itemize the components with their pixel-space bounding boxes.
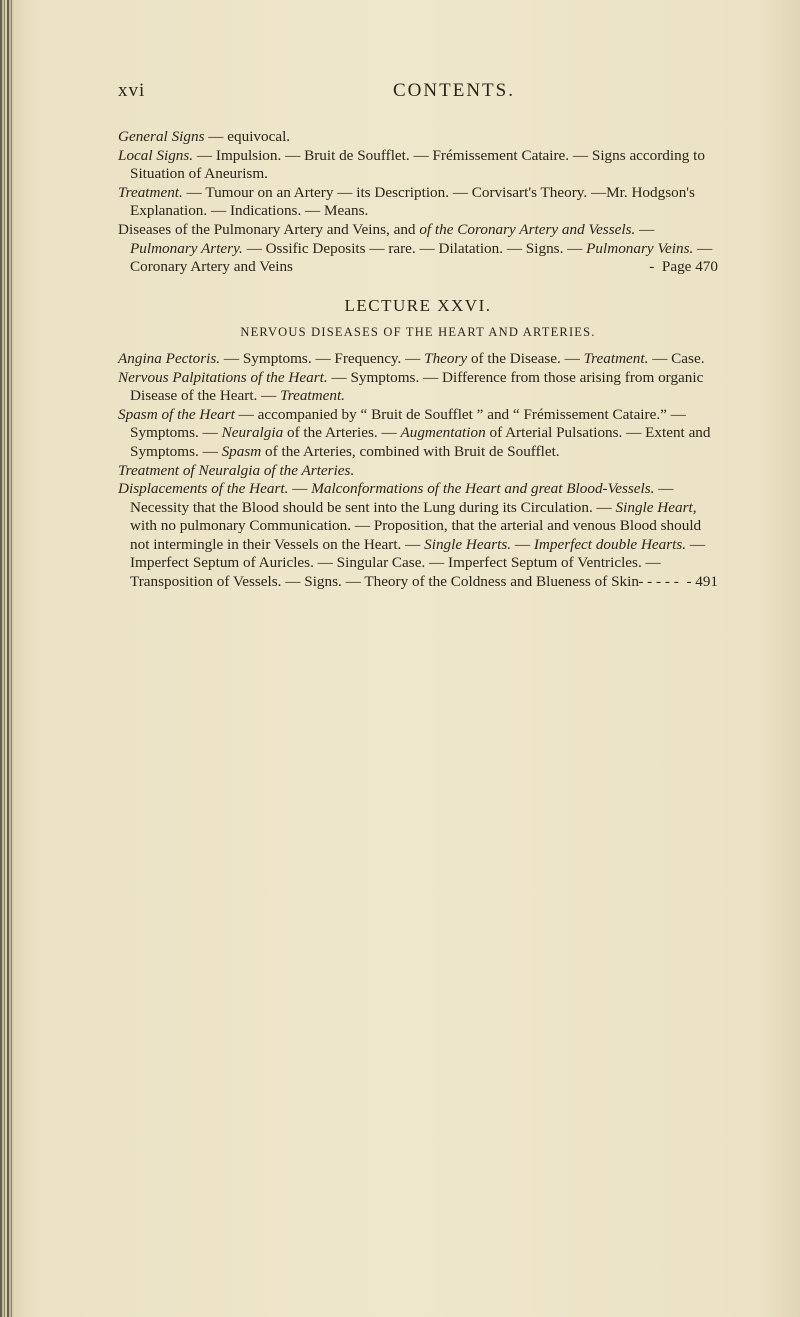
entry-heading: General Signs: [118, 128, 205, 145]
entry-heading: Spasm of the Heart: [118, 405, 235, 423]
entry-text: — accompanied by “ Bruit de Soufflet ” and “ Frémissement Cataire.” — Symptoms. —: [130, 405, 686, 442]
entry-heading: Nervous Palpitations of the Heart.: [118, 368, 328, 386]
entry-treatment-neuralgia: [118, 462, 718, 481]
entry-italic: Treatment.: [583, 349, 649, 367]
entry-italic: Theory: [424, 349, 468, 367]
entry-local-signs: [118, 147, 718, 184]
entry-text: —: [511, 535, 534, 553]
entry-text: of Arterial Pulsations. — Extent and Symptoms. —: [130, 424, 711, 460]
page-number: Page 470: [661, 258, 718, 276]
entry-text: of the Arteries. —: [283, 424, 401, 442]
entry-italic: Single Hearts.: [424, 535, 512, 553]
entry-text: of the Disease. —: [467, 349, 584, 367]
entry-text: of the Arteries, combined with Bruit de Soufflet.: [261, 442, 560, 460]
entry-pulmonary-diseases: [118, 221, 718, 277]
entry-text: — Tumour on an Artery — its Description. — Corvisart's Theory. —Mr. Hodgson's Explanation. — Indications. — Means.: [130, 183, 695, 220]
entry-text: — Impulsion. — Bruit de Soufflet. — Frémissement Cataire. — Signs according to Situation of Aneurism.: [130, 146, 705, 183]
entry-heading: Displacements of the Heart.: [118, 480, 289, 498]
page-header: [118, 80, 718, 110]
entry-italic: Single Heart,: [615, 498, 697, 516]
entry-heading: Local Signs.: [118, 146, 194, 164]
entry-text: —: [288, 480, 312, 498]
lecture-subtitle: NERVOUS DISEASES OF THE HEART AND ARTERIES.: [240, 325, 596, 340]
leader-dash: -: [649, 258, 655, 276]
entry-text: — Imperfect Septum of Auricles. — Singular Case. — Imperfect Septum of Ventricles. — Transposition of Vessels. — Signs. — Theory of the Coldness and Blueness of Skin: [130, 535, 706, 591]
entry-text: with no pulmonary Communication. — Proposition, that the arterial and venous Blood should not intermingle in their Vessels on the Heart. —: [130, 517, 702, 553]
leader-dashes: - - - - -: [638, 573, 679, 591]
entry-heading: Treatment.: [118, 183, 183, 201]
entry-text: —: [635, 220, 655, 238]
page-reference: - - - - - - 491: [638, 573, 718, 591]
entry-angina: [118, 350, 718, 369]
entry-text: — Case.: [648, 349, 705, 367]
entry-italic: Treatment.: [280, 387, 345, 405]
entry-treatment: [118, 184, 718, 221]
entry-italic: Pulmonary Artery.: [130, 239, 243, 257]
entry-italic: Malconformations of the Heart and great Blood-Vessels.: [311, 480, 655, 498]
entry-text: Diseases of the Pulmonary Artery and Veins, and: [118, 220, 420, 238]
entry-text: — Symptoms. — Difference from those arising from organic Disease of the Heart. —: [130, 368, 704, 405]
entry-heading: Treatment of Neuralgia of the Arteries.: [118, 461, 355, 479]
page-binding-edge: [0, 0, 14, 1317]
entry-italic: Spasm: [221, 442, 262, 460]
running-head: CONTENTS.: [393, 80, 515, 101]
entry-italic: Pulmonary Veins.: [586, 239, 694, 257]
entry-text: — Coronary Artery and Veins: [130, 239, 713, 276]
page-number: 491: [695, 573, 718, 591]
entry-spasm: [118, 406, 718, 462]
entry-text: — Symptoms. — Frequency. —: [220, 349, 425, 367]
entry-italic: Imperfect double Hearts.: [533, 535, 687, 553]
entry-palpitations: [118, 369, 718, 406]
page-reference: [649, 258, 718, 277]
entry-text: — equivocal.: [204, 128, 291, 145]
entry-text: — Necessity that the Blood should be sent into the Lung during its Circulation. —: [130, 480, 674, 516]
contents-body: [118, 128, 718, 592]
entry-italic: of the Coronary Artery and Vessels.: [419, 220, 636, 238]
entry-italic: Augmentation: [400, 424, 486, 442]
entry-heading: Angina Pectoris.: [118, 349, 221, 367]
entry-displacements: [118, 480, 718, 592]
lecture-title: LECTURE XXVI.: [344, 295, 492, 315]
entry-italic: Neuralgia: [221, 424, 284, 442]
page-folio: xvi: [118, 80, 146, 101]
entry-general-signs: [118, 128, 718, 147]
entry-text: — Ossific Deposits — rare. — Dilatation. — Signs. —: [242, 239, 587, 257]
